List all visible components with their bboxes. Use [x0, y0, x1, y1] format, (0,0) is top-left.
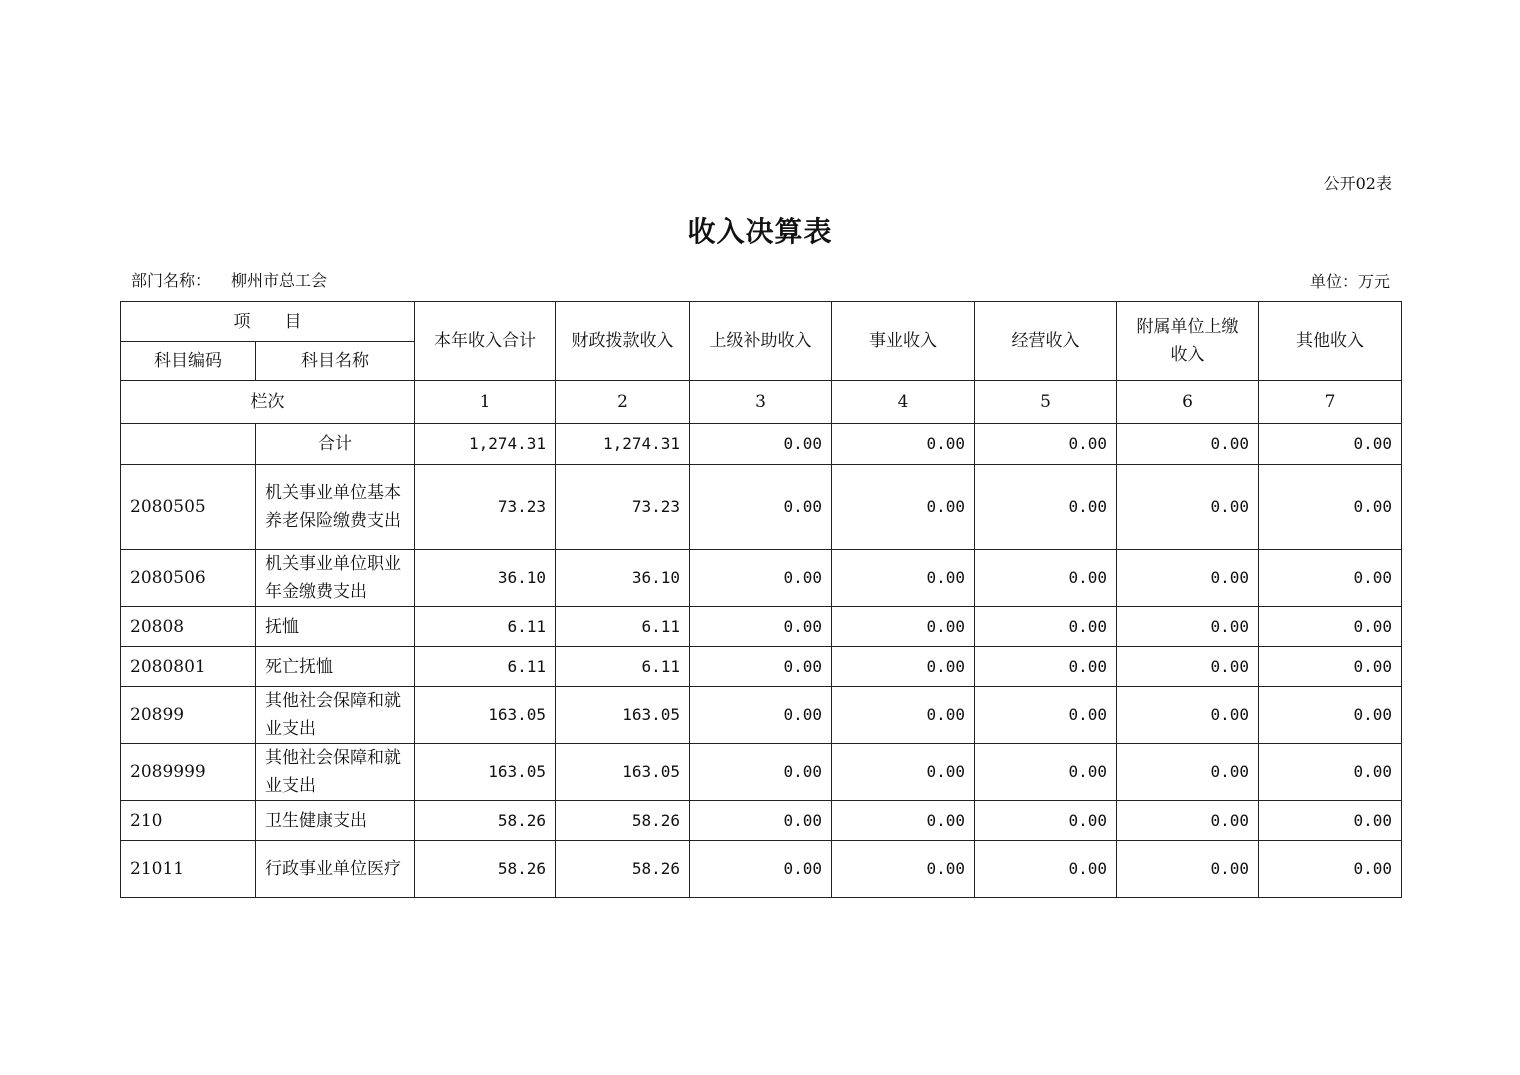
header-col-total: 本年收入合计 — [415, 302, 556, 381]
total-row — [121, 424, 1402, 465]
row-value: 0.00 — [1259, 744, 1402, 801]
table-row — [121, 550, 1402, 607]
income-table — [120, 301, 1402, 898]
row-value: 0.00 — [1259, 550, 1402, 607]
header-col-business: 事业收入 — [832, 302, 975, 381]
row-name: 抚恤 — [256, 607, 415, 647]
row-value: 36.10 — [556, 550, 690, 607]
row-name: 其他社会保障和就业支出 — [256, 744, 415, 801]
row-value: 0.00 — [1117, 744, 1259, 801]
header-col-affiliated: 附属单位上缴收入 — [1117, 302, 1259, 381]
row-value: 0.00 — [1259, 607, 1402, 647]
department-name: 柳州市总工会 — [231, 271, 328, 290]
row-value: 0.00 — [832, 607, 975, 647]
header-name: 科目名称 — [256, 342, 415, 381]
row-value: 0.00 — [1259, 647, 1402, 687]
department-label: 部门名称： — [131, 271, 212, 290]
total-value: 1,274.31 — [556, 424, 690, 465]
total-value: 0.00 — [975, 424, 1117, 465]
table-row — [121, 647, 1402, 687]
total-value: 0.00 — [690, 424, 832, 465]
table-row — [121, 841, 1402, 898]
index-cell: 5 — [975, 381, 1117, 424]
row-code: 20808 — [121, 607, 256, 647]
row-value: 0.00 — [832, 687, 975, 744]
row-value: 0.00 — [690, 801, 832, 841]
row-value: 0.00 — [1259, 801, 1402, 841]
header-col-other: 其他收入 — [1259, 302, 1402, 381]
row-value: 0.00 — [1117, 465, 1259, 550]
row-value: 0.00 — [690, 607, 832, 647]
row-value: 0.00 — [832, 841, 975, 898]
row-name: 死亡抚恤 — [256, 647, 415, 687]
total-value: 0.00 — [832, 424, 975, 465]
total-value: 0.00 — [1259, 424, 1402, 465]
row-value: 0.00 — [1117, 801, 1259, 841]
row-value: 0.00 — [1117, 647, 1259, 687]
table-row — [121, 465, 1402, 550]
row-value: 6.11 — [415, 647, 556, 687]
unit-label: 单位：万元 — [1309, 272, 1390, 291]
table-row — [121, 687, 1402, 744]
row-name: 机关事业单位职业年金缴费支出 — [256, 550, 415, 607]
row-value: 163.05 — [415, 744, 556, 801]
row-value: 0.00 — [832, 465, 975, 550]
row-value: 163.05 — [415, 687, 556, 744]
row-value: 0.00 — [690, 841, 832, 898]
header-col-operating: 经营收入 — [975, 302, 1117, 381]
row-value: 0.00 — [832, 801, 975, 841]
index-row — [121, 381, 1402, 424]
index-cell: 2 — [556, 381, 690, 424]
index-label: 栏次 — [121, 381, 415, 424]
row-code: 20899 — [121, 687, 256, 744]
row-name: 卫生健康支出 — [256, 801, 415, 841]
row-value: 0.00 — [690, 550, 832, 607]
index-cell: 3 — [690, 381, 832, 424]
page-title: 收入决算表 — [687, 215, 833, 248]
row-value: 0.00 — [975, 550, 1117, 607]
row-name: 其他社会保障和就业支出 — [256, 687, 415, 744]
row-value: 0.00 — [975, 465, 1117, 550]
row-value: 0.00 — [690, 687, 832, 744]
row-value: 0.00 — [690, 647, 832, 687]
row-value: 0.00 — [975, 744, 1117, 801]
row-value: 0.00 — [1259, 465, 1402, 550]
header-col-fiscal: 财政拨款收入 — [556, 302, 690, 381]
row-value: 6.11 — [556, 607, 690, 647]
row-name: 行政事业单位医疗 — [256, 841, 415, 898]
row-value: 36.10 — [415, 550, 556, 607]
row-value: 0.00 — [1117, 687, 1259, 744]
row-value: 0.00 — [690, 465, 832, 550]
total-value: 0.00 — [1117, 424, 1259, 465]
row-code: 2080506 — [121, 550, 256, 607]
row-value: 0.00 — [975, 801, 1117, 841]
index-cell: 7 — [1259, 381, 1402, 424]
row-value: 0.00 — [975, 607, 1117, 647]
index-cell: 6 — [1117, 381, 1259, 424]
row-value: 0.00 — [975, 841, 1117, 898]
row-value: 6.11 — [415, 607, 556, 647]
row-value: 0.00 — [975, 687, 1117, 744]
row-value: 163.05 — [556, 687, 690, 744]
row-code: 21011 — [121, 841, 256, 898]
total-name: 合计 — [256, 424, 415, 465]
row-value: 0.00 — [1259, 841, 1402, 898]
header-row-1 — [121, 302, 1402, 342]
row-value: 0.00 — [1117, 607, 1259, 647]
header-item: 项 目 — [121, 302, 415, 342]
row-value: 73.23 — [415, 465, 556, 550]
index-cell: 4 — [832, 381, 975, 424]
row-value: 0.00 — [832, 550, 975, 607]
form-number: 公开02表 — [1323, 174, 1392, 193]
row-value: 73.23 — [556, 465, 690, 550]
row-value: 58.26 — [556, 801, 690, 841]
row-name: 机关事业单位基本养老保险缴费支出 — [256, 465, 415, 550]
total-code — [121, 424, 256, 465]
index-cell: 1 — [415, 381, 556, 424]
row-value: 58.26 — [556, 841, 690, 898]
row-value: 58.26 — [415, 801, 556, 841]
header-col-superior: 上级补助收入 — [690, 302, 832, 381]
table-row — [121, 607, 1402, 647]
department-info — [131, 268, 327, 291]
row-value: 0.00 — [1117, 550, 1259, 607]
row-value: 6.11 — [556, 647, 690, 687]
row-value: 163.05 — [556, 744, 690, 801]
row-code: 2089999 — [121, 744, 256, 801]
row-value: 0.00 — [690, 744, 832, 801]
row-code: 210 — [121, 801, 256, 841]
row-code: 2080801 — [121, 647, 256, 687]
row-code: 2080505 — [121, 465, 256, 550]
row-value: 0.00 — [1259, 687, 1402, 744]
row-value: 0.00 — [1117, 841, 1259, 898]
total-value: 1,274.31 — [415, 424, 556, 465]
table-row — [121, 744, 1402, 801]
row-value: 0.00 — [975, 647, 1117, 687]
table-row — [121, 801, 1402, 841]
row-value: 0.00 — [832, 744, 975, 801]
row-value: 58.26 — [415, 841, 556, 898]
row-value: 0.00 — [832, 647, 975, 687]
header-code: 科目编码 — [121, 342, 256, 381]
